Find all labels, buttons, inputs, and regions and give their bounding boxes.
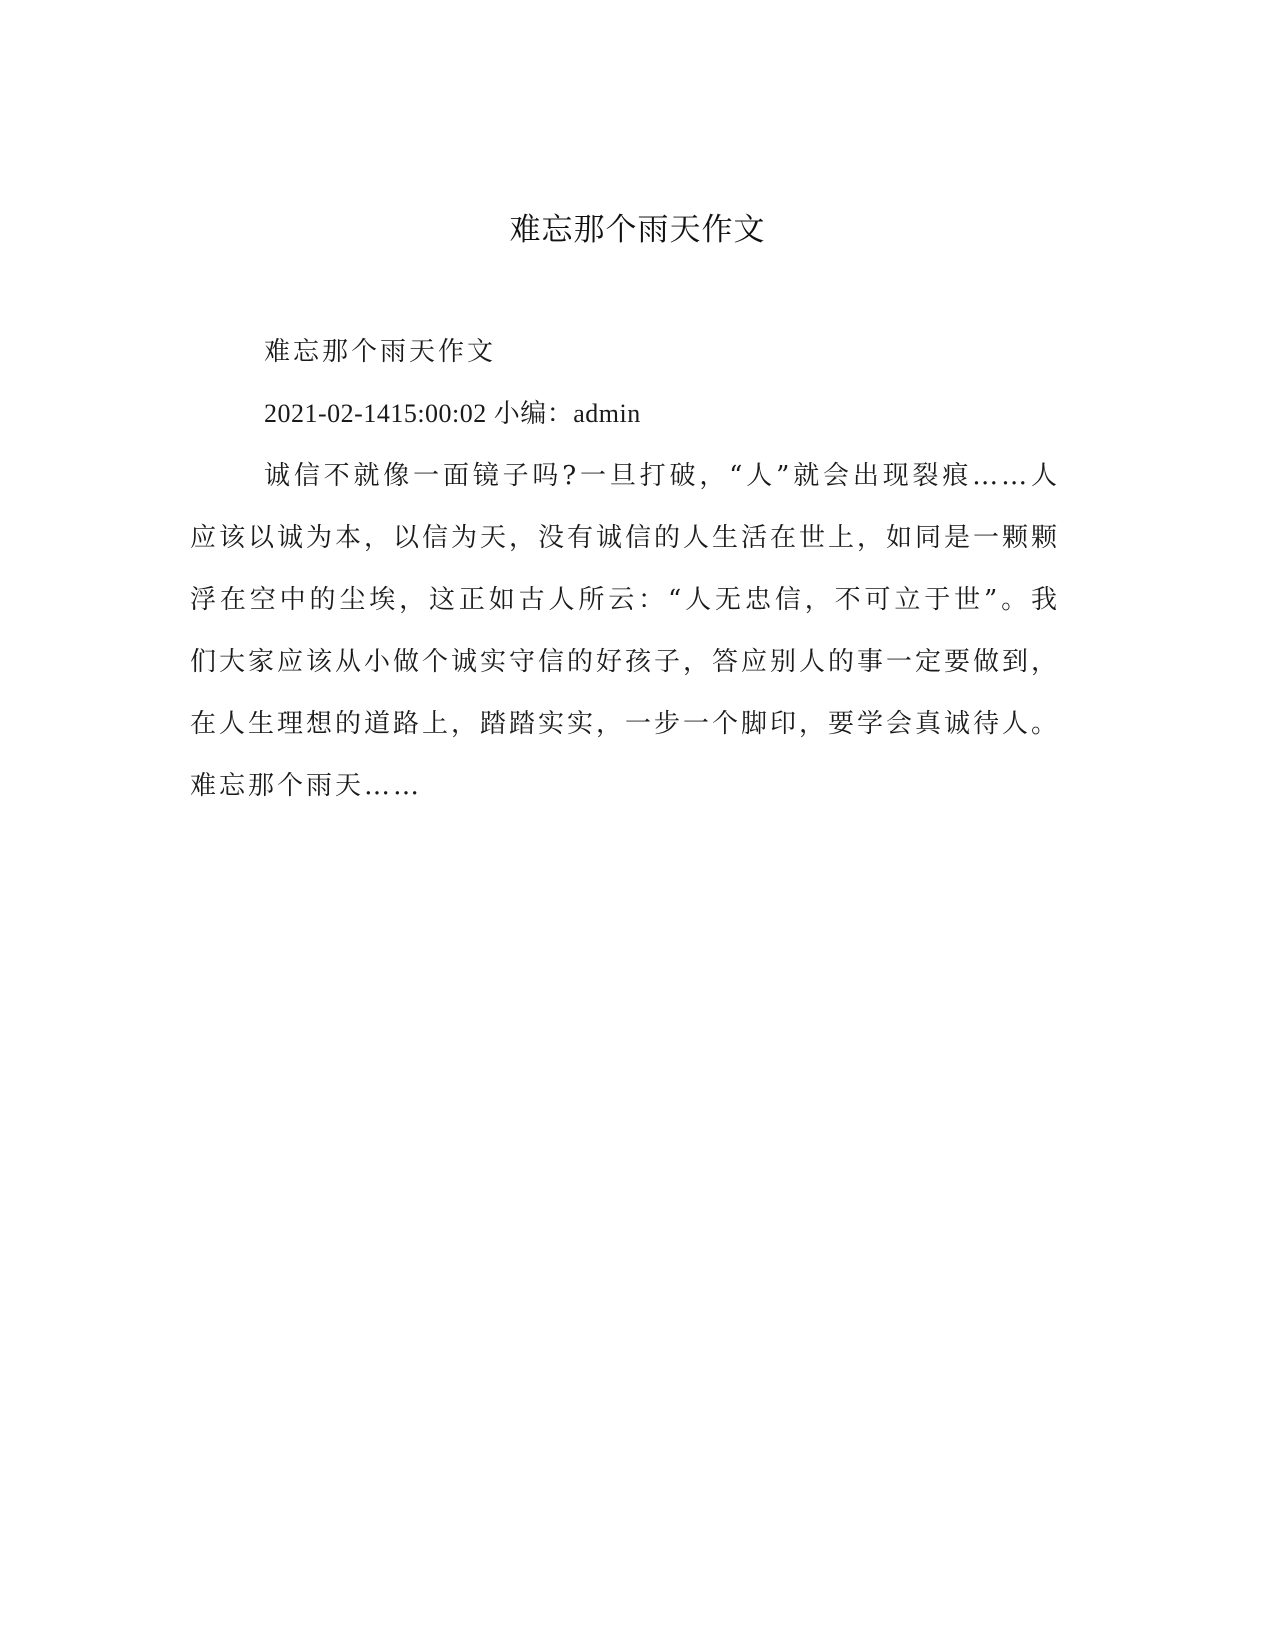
document-meta-line: 2021-02-1415:00:02 小编：admin xyxy=(264,399,641,428)
document-title: 难忘那个雨天作文 xyxy=(509,212,766,248)
document-paragraph: 诚信不就像一面镜子吗?一旦打破，“人”就会出现裂痕……人应该以诚为本，以信为天，没有诚信的人生活在世上，如同是一颗颗浮在空中的尘埃，这正如古人所云：“人无忠信，不可立于世”。我们大家应该从小做个诚实守信的好孩子，答应别人的事一定要做到，在人生理想的道路上，踏踏实实，一步一个脚印，要学会真诚待人。难忘那个雨天…… xyxy=(190,461,1061,801)
document-subtitle: 难忘那个雨天作文 xyxy=(264,337,497,367)
